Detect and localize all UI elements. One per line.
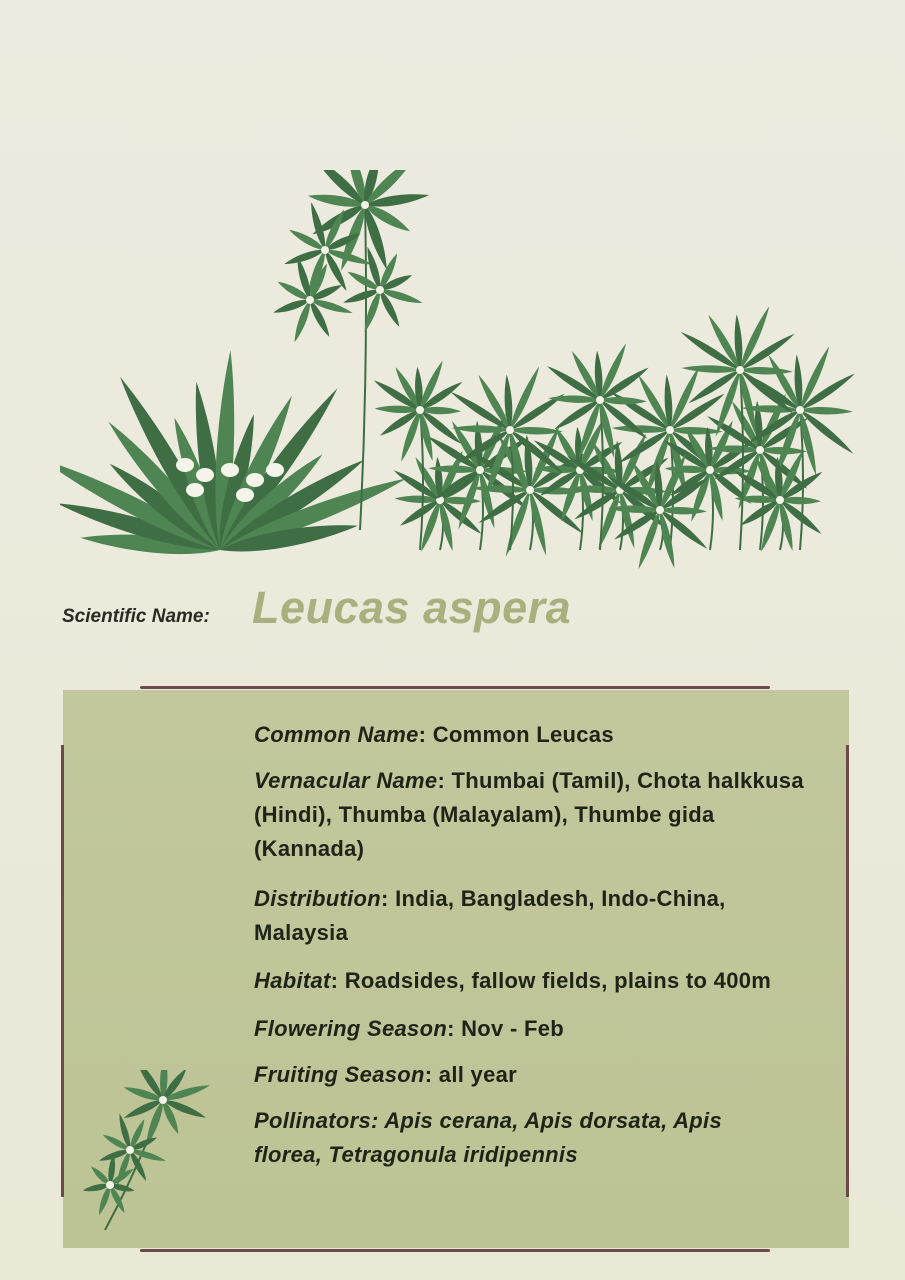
pollinators-value: Apis cerana, Apis dorsata, Apis florea, Tetragonula iridipennis — [254, 1108, 722, 1167]
card-bottom-rule — [140, 1249, 770, 1252]
info-list — [254, 718, 814, 1172]
card-top-rule — [140, 686, 770, 689]
common-name-label: Common Name — [254, 722, 419, 747]
scientific-name-label: Scientific Name: — [62, 606, 210, 627]
fruiting-season-row — [254, 1058, 814, 1092]
scientific-name: Leucas aspera — [252, 582, 572, 633]
habitat-row — [254, 964, 814, 998]
pollinators-row — [254, 1104, 724, 1172]
vernacular-name-row — [254, 764, 814, 866]
vernacular-name-value: : Thumbai (Tamil), Chota halkkusa (Hindi), Thumba (Malayalam), Thumbe gida (Kannada) — [254, 768, 804, 861]
flowering-season-row — [254, 1012, 814, 1046]
plant-illustration — [60, 170, 860, 570]
plant-sprig-illustration — [75, 1070, 245, 1240]
flowering-season-label: Flowering Season — [254, 1016, 448, 1041]
distribution-row — [254, 882, 814, 950]
habitat-value: : Roadsides, fallow fields, plains to 400m — [330, 968, 772, 993]
distribution-label: Distribution — [254, 886, 382, 911]
card-right-rule — [846, 745, 849, 1197]
common-name-row — [254, 718, 814, 752]
flowering-season-value: : Nov - Feb — [447, 1016, 565, 1041]
pollinators-label: Pollinators: — [254, 1108, 379, 1133]
habitat-label: Habitat — [254, 968, 331, 993]
common-name-value: : Common Leucas — [418, 722, 614, 747]
distribution-value: : India, Bangladesh, Indo-China, Malaysia — [254, 886, 726, 945]
vernacular-name-label: Vernacular Name — [254, 768, 438, 793]
card-left-rule — [61, 745, 64, 1197]
fruiting-season-label: Fruiting Season — [254, 1062, 425, 1087]
fruiting-season-value: : all year — [424, 1062, 518, 1087]
